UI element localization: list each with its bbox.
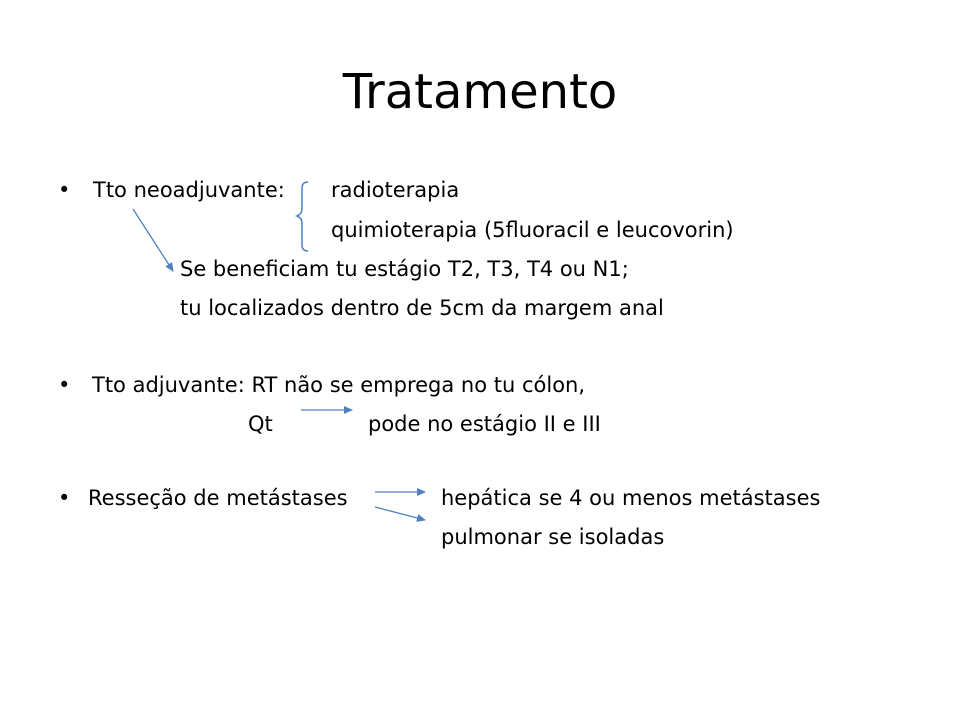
slide-title: Tratamento	[342, 64, 618, 120]
neoadjuvant-arrow	[133, 209, 173, 271]
neoadjuvant-benefit-location: tu localizados dentro de 5cm da margem anal	[180, 296, 664, 320]
neoadjuvant-bracket	[297, 182, 308, 251]
pulmonary-arrow	[375, 507, 425, 520]
neoadjuvant-option-radiotherapy: radioterapia	[331, 178, 460, 202]
adjuvant-qt-label: Qt	[248, 412, 273, 436]
resection-pulmonary: pulmonar se isoladas	[441, 525, 665, 549]
bullet-neoadjuvant: •	[58, 178, 71, 202]
adjuvant-qt-detail: pode no estágio II e III	[368, 412, 601, 436]
adjuvant-label: Tto adjuvante: RT não se emprega no tu cólon,	[92, 373, 586, 397]
neoadjuvant-benefit-stage: Se beneficiam tu estágio T2, T3, T4 ou N1;	[180, 257, 629, 281]
resection-label: Resseção de metástases	[88, 486, 348, 510]
neoadjuvant-label: Tto neoadjuvante:	[93, 178, 285, 202]
resection-hepatic: hepática se 4 ou menos metástases	[441, 486, 821, 510]
bullet-resection: •	[58, 486, 71, 510]
neoadjuvant-option-chemotherapy: quimioterapia (5fluoracil e leucovorin)	[331, 218, 734, 242]
bullet-adjuvant: •	[58, 373, 71, 397]
